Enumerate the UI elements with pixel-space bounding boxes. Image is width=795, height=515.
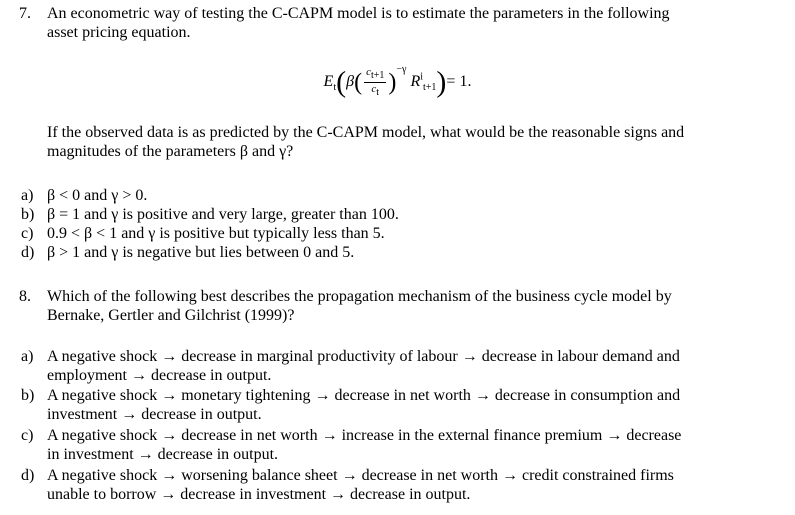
q7-option-a-text: β < 0 and γ > 0.	[47, 187, 148, 204]
q8-option-c-line2: in investment → decrease in output.	[47, 446, 279, 463]
eq-return-sub: t+1	[423, 82, 437, 94]
question-7-number: 7.	[19, 5, 31, 22]
q8-option-a-line1: A negative shock → decrease in marginal productivity of labour → decrease in labour demand and	[47, 348, 680, 365]
q8-option-c-line1: A negative shock → decrease in net worth → increase in the external finance premium → decrease	[47, 427, 682, 444]
q8-option-d-line1: A negative shock → worsening balance sheet → decrease in net worth → credit constrained firms	[47, 467, 674, 484]
asset-pricing-equation: $E_t(\beta$( $\frac{c_{t+1}}{c_t}$ )$^{-\gamma}$ $R^i_{t+1})= 1$.	[323, 64, 472, 99]
q7-option-a-label: a)	[21, 187, 34, 204]
eq-consumption-ratio	[364, 66, 386, 99]
eq-beta: β	[346, 73, 355, 90]
q8-option-a-line2: employment → decrease in output.	[47, 367, 272, 384]
eq-expectation: E	[323, 73, 334, 90]
eq-return-sup: i	[420, 71, 423, 83]
q8-option-c-label: c)	[21, 427, 34, 444]
q8-option-b-label: b)	[21, 387, 35, 404]
question-8-text-line1: Which of the following best describes the propagation mechanism of the business cycle model by	[47, 288, 672, 305]
eq-expectation-sub: t	[333, 82, 337, 94]
eq-num: c	[366, 65, 371, 78]
q8-option-d-label: d)	[21, 467, 35, 484]
q7-option-c-text: 0.9 < β < 1 and γ is positive but typically less than 5.	[47, 225, 385, 242]
question-7-text-line1: An econometric way of testing the C-CAPM model is to estimate the parameters in the following	[47, 5, 670, 22]
eq-den: c	[371, 82, 377, 95]
q7-option-d-text: β > 1 and γ is negative but lies between 0 and 5.	[47, 244, 355, 261]
question-7-text-line2: asset pricing equation.	[47, 24, 191, 41]
question-7-followup-line1: If the observed data is as predicted by the C-CAPM model, what would be the reasonable signs and	[47, 124, 685, 141]
eq-den-sub: t	[376, 87, 380, 99]
q8-option-b-line1: A negative shock → monetary tightening → decrease in net worth → decrease in consumption and	[47, 387, 681, 404]
q8-option-a-label: a)	[21, 348, 34, 365]
q8-option-b-line2: investment → decrease in output.	[47, 406, 262, 423]
q7-option-b-label: b)	[21, 206, 35, 223]
eq-return: R	[410, 73, 421, 90]
eq-rhs: = 1.	[446, 73, 472, 90]
q7-option-b-text: β = 1 and γ is positive and very large, greater than 100.	[47, 206, 399, 223]
q7-option-c-label: c)	[21, 225, 34, 242]
eq-exponent: −γ	[396, 64, 407, 75]
question-7-followup-line2: magnitudes of the parameters β and γ?	[47, 143, 294, 160]
eq-num-sub: t+1	[370, 69, 385, 81]
question-8-number: 8.	[19, 288, 31, 305]
question-8-text-line2: Bernake, Gertler and Gilchrist (1999)?	[47, 307, 295, 324]
q8-option-d-line2: unable to borrow → decrease in investment → decrease in output.	[47, 486, 471, 503]
q7-option-d-label: d)	[21, 244, 35, 261]
